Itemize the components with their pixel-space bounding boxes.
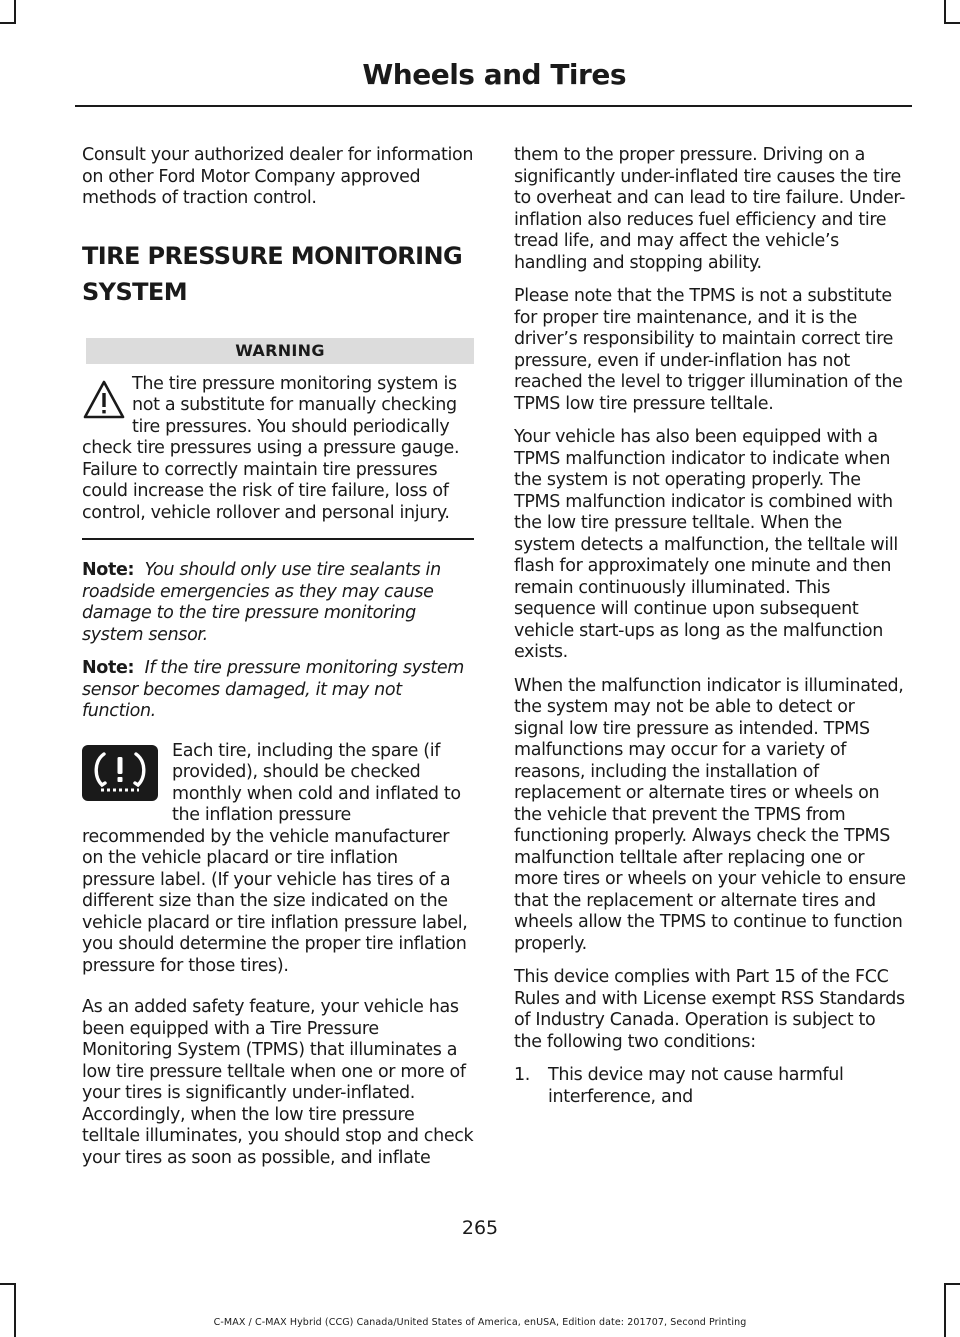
proper-pressure-paragraph: them to the proper pressure. Driving on a significantly under-inflated tire causes the tire to overheat and can lead to tire failure. Under-inflation also reduces fuel efficiency and tire tread life, and may affect the vehicle’s handling and stopping ability. <box>514 145 906 273</box>
note-text: If the tire pressure monitoring system sensor becomes damaged, it may not function. <box>82 658 464 721</box>
crop-mark-top-right-horizontal <box>944 22 960 24</box>
not-substitute-paragraph: Please note that the TPMS is not a substitute for proper tire maintenance, and it is the driver’s responsibility to maintain correct tire pressure, even if under-inflation has not reached the level to trigger illumination of the TPMS low tire pressure telltale. <box>514 286 903 414</box>
warning-triangle-icon <box>82 378 126 422</box>
warning-text: The tire pressure monitoring system is not a substitute for manually checking tire pressures. You should periodically check tire pressures using a pressure gauge. Failure to correctly maintain tire pressures could increase the risk of tire failure, loss of control, vehicle rollover and personal injury. <box>82 373 460 523</box>
list-item-number: 1. <box>514 1065 530 1085</box>
list-item <box>514 1065 906 1108</box>
crop-mark-top-left-horizontal <box>0 22 16 24</box>
note-text: You should only use tire sealants in roadside emergencies as they may cause damage to the tire pressure monitoring system sensor. <box>82 560 441 645</box>
crop-mark-top-right-vertical <box>944 0 946 22</box>
page-footer: C-MAX / C-MAX Hybrid (CCG) Canada/United States of America, enUSA, Edition date: 201707, Second Printing <box>213 1317 747 1328</box>
crop-mark-top-left-vertical <box>14 0 16 22</box>
left-column <box>82 145 474 1181</box>
fcc-compliance-paragraph: This device complies with Part 15 of the FCC Rules and with License exempt RSS Standards of Industry Canada. Operation is subject to the following two conditions: <box>514 967 905 1052</box>
crop-mark-bottom-right-horizontal <box>944 1283 960 1285</box>
intro-paragraph: Consult your authorized dealer for information on other Ford Motor Company approved methods of traction control. <box>82 145 474 208</box>
crop-mark-bottom-left-vertical <box>14 1283 16 1337</box>
crop-mark-bottom-right-vertical <box>944 1283 946 1337</box>
page-number: 265 <box>461 1217 499 1239</box>
right-column <box>514 145 906 1108</box>
section-heading: TIRE PRESSURE MONITORING SYSTEM <box>82 241 463 306</box>
tire-pressure-symbol-icon <box>82 745 158 801</box>
conditions-list <box>514 1065 906 1108</box>
malfunction-indicator-paragraph: Your vehicle has also been equipped with a TPMS malfunction indicator to indicate when the system is not operating properly. The TPMS malfunction indicator is combined with the low tire pressure telltale. When the system detects a malfunction, the telltale will flash for approximately one minute and then remain continuously illuminated. This sequence will continue upon subsequent vehicle start-ups as long as the malfunction exists. <box>514 427 898 662</box>
tpms-check-block <box>82 741 474 978</box>
note-label: Note: <box>82 658 135 678</box>
note-label: Note: <box>82 560 135 580</box>
note-sensor-damage <box>82 658 474 723</box>
header-divider <box>75 105 912 107</box>
note-sealants <box>82 560 474 646</box>
list-item-text: This device may not cause harmful interference, and <box>548 1065 844 1107</box>
warning-box <box>82 374 474 541</box>
indicator-illuminated-paragraph: When the malfunction indicator is illuminated, the system may not be able to detect or signal low tire pressure as intended. TPMS malfunctions may occur for a variety of reasons, including the installation of replacement or alternate tires or wheels on the vehicle that prevent the TPMS from functioning properly. Always check the TPMS malfunction telltale after replacing one or more tires or wheels on your vehicle to ensure that the replacement or alternate tires and wheels allow the TPMS to continue to function properly. <box>514 675 906 954</box>
page-title: Wheels and Tires <box>362 58 626 91</box>
safety-feature-paragraph: As an added safety feature, your vehicle has been equipped with a Tire Pressure Monitoring System (TPMS) that illuminates a low tire pressure telltale when one or more of your tires is significantly under-inflated. Accordingly, when the low tire pressure telltale illuminates, you should stop and check your tires as soon as possible, and inflate <box>82 997 474 1168</box>
low-tire-pressure-telltale-icon <box>82 745 158 801</box>
monthly-check-paragraph: Each tire, including the spare (if provided), should be checked monthly when cold and inflated to the inflation pressure recommended by the vehicle manufacturer on the vehicle placard or tire inflation pressure label. (If your vehicle has tires of a different size than the size indicated on the vehicle placard or tire inflation pressure label, you should determine the proper tire inflation pressure for those tires). <box>82 740 468 976</box>
warning-label: WARNING <box>86 338 474 364</box>
crop-mark-bottom-left-horizontal <box>0 1283 16 1285</box>
